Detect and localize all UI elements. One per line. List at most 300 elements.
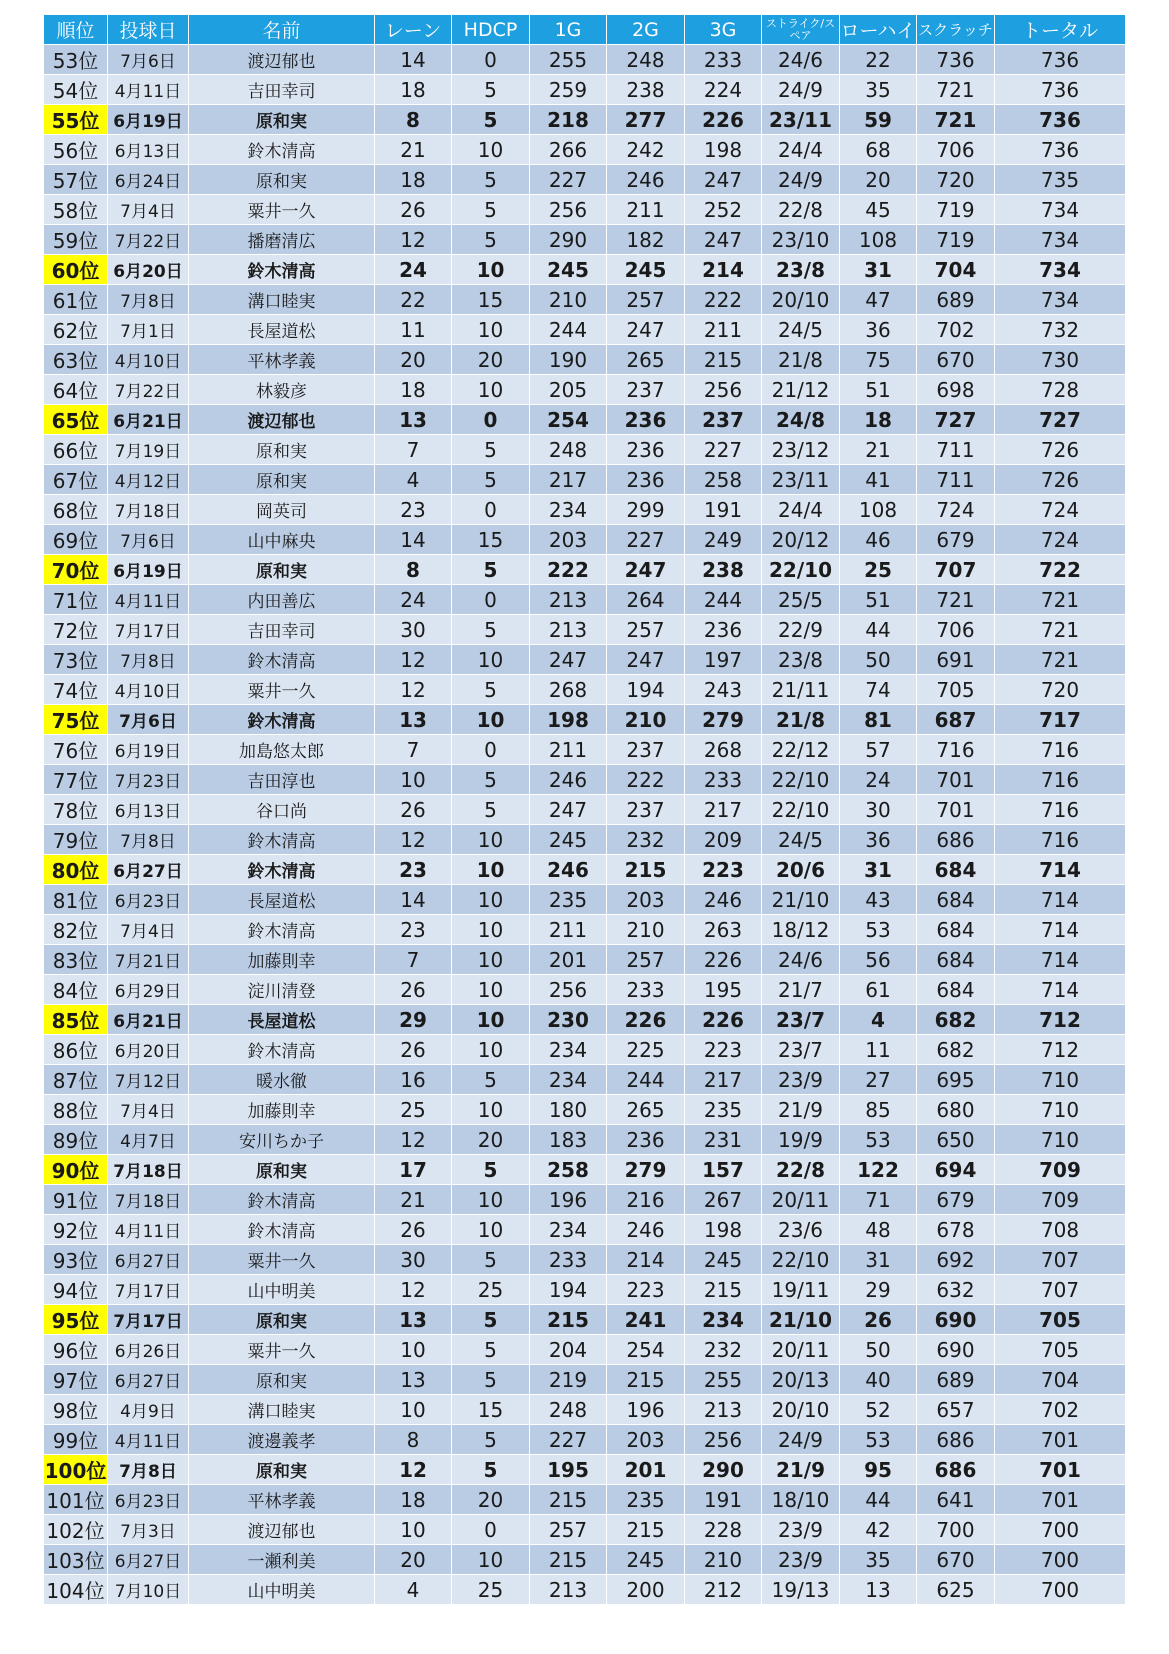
low-high-cell: 51 (840, 585, 917, 615)
game2-cell: 245 (607, 1545, 685, 1575)
game3-cell: 217 (685, 795, 762, 825)
name-cell: 原和実 (189, 1365, 375, 1395)
strike-spare-cell: 21/7 (762, 975, 840, 1005)
total-cell: 736 (995, 75, 1126, 105)
game3-cell: 247 (685, 225, 762, 255)
scratch-cell: 684 (917, 915, 995, 945)
name-cell: 加藤則幸 (189, 945, 375, 975)
strike-spare-cell: 24/5 (762, 825, 840, 855)
game1-cell: 215 (530, 1305, 607, 1335)
lane-cell: 29 (375, 1005, 452, 1035)
game2-cell: 242 (607, 135, 685, 165)
lane-cell: 4 (375, 1575, 452, 1605)
hdcp-cell: 0 (452, 1515, 530, 1545)
scratch-cell: 724 (917, 495, 995, 525)
table-row (44, 915, 1126, 945)
lane-cell: 25 (375, 1095, 452, 1125)
lane-cell: 12 (375, 1125, 452, 1155)
name-cell: 鈴木清高 (189, 1035, 375, 1065)
hdcp-cell: 5 (452, 75, 530, 105)
hdcp-cell: 10 (452, 945, 530, 975)
scratch-cell: 689 (917, 1365, 995, 1395)
lane-cell: 21 (375, 135, 452, 165)
game2-cell: 236 (607, 1125, 685, 1155)
strike-spare-cell: 23/9 (762, 1065, 840, 1095)
game1-cell: 222 (530, 555, 607, 585)
scratch-cell: 719 (917, 225, 995, 255)
game2-cell: 248 (607, 45, 685, 75)
strike-spare-cell: 23/7 (762, 1035, 840, 1065)
rank-cell: 99位 (44, 1425, 108, 1455)
hdcp-cell: 5 (452, 225, 530, 255)
name-cell: 原和実 (189, 105, 375, 135)
lane-cell: 26 (375, 975, 452, 1005)
rank-cell: 86位 (44, 1035, 108, 1065)
header-strike-spare: ストライク/スペア (762, 15, 840, 45)
game1-cell: 248 (530, 435, 607, 465)
total-cell: 734 (995, 285, 1126, 315)
low-high-cell: 53 (840, 1125, 917, 1155)
strike-spare-cell: 23/11 (762, 105, 840, 135)
game1-cell: 246 (530, 855, 607, 885)
date-cell: 7月8日 (108, 1455, 189, 1485)
game1-cell: 213 (530, 585, 607, 615)
hdcp-cell: 10 (452, 315, 530, 345)
game1-cell: 211 (530, 735, 607, 765)
lane-cell: 10 (375, 765, 452, 795)
game1-cell: 245 (530, 255, 607, 285)
low-high-cell: 68 (840, 135, 917, 165)
hdcp-cell: 5 (452, 1365, 530, 1395)
game1-cell: 266 (530, 135, 607, 165)
table-row (44, 465, 1126, 495)
game1-cell: 213 (530, 1575, 607, 1605)
low-high-cell: 26 (840, 1305, 917, 1335)
scratch-cell: 727 (917, 405, 995, 435)
name-cell: 鈴木清高 (189, 1185, 375, 1215)
name-cell: 鈴木清高 (189, 1215, 375, 1245)
scratch-cell: 684 (917, 975, 995, 1005)
game3-cell: 209 (685, 825, 762, 855)
name-cell: 粟井一久 (189, 1335, 375, 1365)
hdcp-cell: 5 (452, 1425, 530, 1455)
date-cell: 7月22日 (108, 375, 189, 405)
hdcp-cell: 10 (452, 255, 530, 285)
rank-cell: 98位 (44, 1395, 108, 1425)
game3-cell: 223 (685, 855, 762, 885)
table-row (44, 525, 1126, 555)
total-cell: 736 (995, 105, 1126, 135)
hdcp-cell: 10 (452, 1035, 530, 1065)
low-high-cell: 13 (840, 1575, 917, 1605)
game2-cell: 277 (607, 105, 685, 135)
header-game2: 2G (607, 15, 685, 45)
scratch-cell: 721 (917, 585, 995, 615)
strike-spare-cell: 22/10 (762, 795, 840, 825)
game3-cell: 228 (685, 1515, 762, 1545)
scratch-cell: 711 (917, 465, 995, 495)
rank-cell: 77位 (44, 765, 108, 795)
scratch-cell: 625 (917, 1575, 995, 1605)
total-cell: 735 (995, 165, 1126, 195)
date-cell: 7月3日 (108, 1515, 189, 1545)
rank-cell: 81位 (44, 885, 108, 915)
scratch-cell: 678 (917, 1215, 995, 1245)
scratch-cell: 694 (917, 1155, 995, 1185)
rank-cell: 104位 (44, 1575, 108, 1605)
low-high-cell: 36 (840, 315, 917, 345)
game2-cell: 247 (607, 315, 685, 345)
date-cell: 6月20日 (108, 1035, 189, 1065)
table-row (44, 1545, 1126, 1575)
strike-spare-cell: 22/8 (762, 1155, 840, 1185)
lane-cell: 7 (375, 945, 452, 975)
scratch-cell: 702 (917, 315, 995, 345)
name-cell: 平林孝義 (189, 1485, 375, 1515)
lane-cell: 21 (375, 1185, 452, 1215)
name-cell: 溝口睦実 (189, 285, 375, 315)
game3-cell: 258 (685, 465, 762, 495)
game2-cell: 201 (607, 1455, 685, 1485)
hdcp-cell: 5 (452, 465, 530, 495)
lane-cell: 12 (375, 1455, 452, 1485)
rank-cell: 75位 (44, 705, 108, 735)
scratch-cell: 692 (917, 1245, 995, 1275)
game3-cell: 245 (685, 1245, 762, 1275)
scratch-cell: 701 (917, 765, 995, 795)
game2-cell: 246 (607, 165, 685, 195)
date-cell: 6月13日 (108, 135, 189, 165)
scratch-cell: 689 (917, 285, 995, 315)
game3-cell: 246 (685, 885, 762, 915)
strike-spare-cell: 18/12 (762, 915, 840, 945)
total-cell: 702 (995, 1395, 1126, 1425)
game2-cell: 196 (607, 1395, 685, 1425)
date-cell: 6月27日 (108, 855, 189, 885)
low-high-cell: 44 (840, 615, 917, 645)
name-cell: 暖水徹 (189, 1065, 375, 1095)
game3-cell: 256 (685, 375, 762, 405)
game1-cell: 218 (530, 105, 607, 135)
header-game3: 3G (685, 15, 762, 45)
game2-cell: 203 (607, 1425, 685, 1455)
low-high-cell: 59 (840, 105, 917, 135)
table-row (44, 1395, 1126, 1425)
strike-spare-cell: 21/8 (762, 705, 840, 735)
game2-cell: 210 (607, 915, 685, 945)
total-cell: 701 (995, 1425, 1126, 1455)
lane-cell: 8 (375, 1425, 452, 1455)
game2-cell: 215 (607, 1365, 685, 1395)
game2-cell: 216 (607, 1185, 685, 1215)
hdcp-cell: 15 (452, 285, 530, 315)
rank-cell: 63位 (44, 345, 108, 375)
lane-cell: 30 (375, 1245, 452, 1275)
scratch-cell: 706 (917, 135, 995, 165)
rank-cell: 76位 (44, 735, 108, 765)
hdcp-cell: 10 (452, 1545, 530, 1575)
name-cell: 内田善広 (189, 585, 375, 615)
table-row (44, 855, 1126, 885)
game3-cell: 267 (685, 1185, 762, 1215)
hdcp-cell: 25 (452, 1575, 530, 1605)
date-cell: 7月8日 (108, 825, 189, 855)
low-high-cell: 25 (840, 555, 917, 585)
game1-cell: 183 (530, 1125, 607, 1155)
header-scratch: スクラッチ (917, 15, 995, 45)
hdcp-cell: 5 (452, 555, 530, 585)
total-cell: 716 (995, 825, 1126, 855)
table-row (44, 705, 1126, 735)
header-date: 投球日 (108, 15, 189, 45)
rank-cell: 58位 (44, 195, 108, 225)
lane-cell: 20 (375, 345, 452, 375)
rank-cell: 101位 (44, 1485, 108, 1515)
name-cell: 鈴木清高 (189, 915, 375, 945)
hdcp-cell: 15 (452, 1395, 530, 1425)
rank-cell: 84位 (44, 975, 108, 1005)
date-cell: 4月12日 (108, 465, 189, 495)
low-high-cell: 20 (840, 165, 917, 195)
strike-spare-cell: 19/11 (762, 1275, 840, 1305)
table-row (44, 1215, 1126, 1245)
hdcp-cell: 5 (452, 435, 530, 465)
total-cell: 734 (995, 195, 1126, 225)
rank-cell: 64位 (44, 375, 108, 405)
hdcp-cell: 5 (452, 765, 530, 795)
name-cell: 谷口尚 (189, 795, 375, 825)
date-cell: 7月4日 (108, 915, 189, 945)
date-cell: 4月11日 (108, 585, 189, 615)
strike-spare-cell: 24/4 (762, 495, 840, 525)
total-cell: 709 (995, 1155, 1126, 1185)
game3-cell: 237 (685, 405, 762, 435)
hdcp-cell: 0 (452, 405, 530, 435)
low-high-cell: 50 (840, 1335, 917, 1365)
hdcp-cell: 15 (452, 525, 530, 555)
lane-cell: 23 (375, 855, 452, 885)
game2-cell: 254 (607, 1335, 685, 1365)
strike-spare-cell: 21/9 (762, 1095, 840, 1125)
total-cell: 707 (995, 1245, 1126, 1275)
low-high-cell: 47 (840, 285, 917, 315)
total-cell: 732 (995, 315, 1126, 345)
game2-cell: 244 (607, 1065, 685, 1095)
game1-cell: 234 (530, 1035, 607, 1065)
game2-cell: 211 (607, 195, 685, 225)
lane-cell: 13 (375, 1365, 452, 1395)
scratch-cell: 691 (917, 645, 995, 675)
strike-spare-cell: 21/10 (762, 885, 840, 915)
name-cell: 加島悠太郎 (189, 735, 375, 765)
hdcp-cell: 25 (452, 1275, 530, 1305)
table-row (44, 1425, 1126, 1455)
hdcp-cell: 5 (452, 165, 530, 195)
total-cell: 710 (995, 1125, 1126, 1155)
game3-cell: 233 (685, 765, 762, 795)
table-row (44, 735, 1126, 765)
rank-cell: 53位 (44, 45, 108, 75)
name-cell: 原和実 (189, 165, 375, 195)
game1-cell: 190 (530, 345, 607, 375)
table-row (44, 75, 1126, 105)
game2-cell: 247 (607, 645, 685, 675)
scratch-cell: 720 (917, 165, 995, 195)
date-cell: 7月6日 (108, 705, 189, 735)
game1-cell: 217 (530, 465, 607, 495)
game2-cell: 299 (607, 495, 685, 525)
rank-cell: 79位 (44, 825, 108, 855)
scratch-cell: 704 (917, 255, 995, 285)
date-cell: 4月11日 (108, 1215, 189, 1245)
low-high-cell: 35 (840, 75, 917, 105)
game3-cell: 226 (685, 945, 762, 975)
scratch-cell: 686 (917, 1425, 995, 1455)
low-high-cell: 52 (840, 1395, 917, 1425)
total-cell: 721 (995, 585, 1126, 615)
scratch-cell: 716 (917, 735, 995, 765)
total-cell: 714 (995, 855, 1126, 885)
table-row (44, 225, 1126, 255)
total-cell: 714 (995, 915, 1126, 945)
scratch-cell: 711 (917, 435, 995, 465)
game3-cell: 224 (685, 75, 762, 105)
game1-cell: 194 (530, 1275, 607, 1305)
game2-cell: 226 (607, 1005, 685, 1035)
name-cell: 吉田淳也 (189, 765, 375, 795)
scratch-cell: 719 (917, 195, 995, 225)
name-cell: 原和実 (189, 435, 375, 465)
scratch-cell: 670 (917, 1545, 995, 1575)
scratch-cell: 721 (917, 105, 995, 135)
strike-spare-cell: 21/9 (762, 1455, 840, 1485)
hdcp-cell: 5 (452, 795, 530, 825)
lane-cell: 18 (375, 165, 452, 195)
date-cell: 6月27日 (108, 1245, 189, 1275)
game3-cell: 235 (685, 1095, 762, 1125)
game3-cell: 244 (685, 585, 762, 615)
game3-cell: 268 (685, 735, 762, 765)
total-cell: 701 (995, 1455, 1126, 1485)
game2-cell: 227 (607, 525, 685, 555)
game3-cell: 243 (685, 675, 762, 705)
date-cell: 4月7日 (108, 1125, 189, 1155)
game1-cell: 247 (530, 795, 607, 825)
rank-cell: 55位 (44, 105, 108, 135)
total-cell: 709 (995, 1185, 1126, 1215)
strike-spare-cell: 20/12 (762, 525, 840, 555)
total-cell: 705 (995, 1335, 1126, 1365)
rank-cell: 61位 (44, 285, 108, 315)
rank-cell: 69位 (44, 525, 108, 555)
lane-cell: 26 (375, 1215, 452, 1245)
low-high-cell: 50 (840, 645, 917, 675)
ranking-sheet (43, 14, 1125, 1605)
rank-cell: 88位 (44, 1095, 108, 1125)
low-high-cell: 35 (840, 1545, 917, 1575)
total-cell: 726 (995, 465, 1126, 495)
date-cell: 7月4日 (108, 1095, 189, 1125)
hdcp-cell: 0 (452, 45, 530, 75)
total-cell: 736 (995, 135, 1126, 165)
game1-cell: 201 (530, 945, 607, 975)
date-cell: 4月11日 (108, 1425, 189, 1455)
hdcp-cell: 10 (452, 705, 530, 735)
name-cell: 原和実 (189, 1455, 375, 1485)
game1-cell: 211 (530, 915, 607, 945)
header-lane: レーン (375, 15, 452, 45)
total-cell: 708 (995, 1215, 1126, 1245)
game1-cell: 215 (530, 1545, 607, 1575)
total-cell: 717 (995, 705, 1126, 735)
name-cell: 粟井一久 (189, 195, 375, 225)
rank-cell: 93位 (44, 1245, 108, 1275)
game2-cell: 265 (607, 1095, 685, 1125)
date-cell: 7月18日 (108, 495, 189, 525)
rank-cell: 92位 (44, 1215, 108, 1245)
strike-spare-cell: 24/5 (762, 315, 840, 345)
strike-spare-cell: 22/9 (762, 615, 840, 645)
strike-spare-cell: 23/9 (762, 1515, 840, 1545)
game3-cell: 256 (685, 1425, 762, 1455)
scratch-cell: 721 (917, 75, 995, 105)
hdcp-cell: 10 (452, 1215, 530, 1245)
scratch-cell: 687 (917, 705, 995, 735)
game1-cell: 247 (530, 645, 607, 675)
rank-cell: 85位 (44, 1005, 108, 1035)
name-cell: 山中麻央 (189, 525, 375, 555)
name-cell: 鈴木清高 (189, 855, 375, 885)
game1-cell: 255 (530, 45, 607, 75)
name-cell: 渡辺郁也 (189, 405, 375, 435)
total-cell: 705 (995, 1305, 1126, 1335)
lane-cell: 12 (375, 675, 452, 705)
strike-spare-cell: 20/10 (762, 1395, 840, 1425)
hdcp-cell: 0 (452, 735, 530, 765)
game2-cell: 241 (607, 1305, 685, 1335)
date-cell: 6月23日 (108, 1485, 189, 1515)
low-high-cell: 31 (840, 1245, 917, 1275)
game3-cell: 249 (685, 525, 762, 555)
low-high-cell: 46 (840, 525, 917, 555)
game3-cell: 263 (685, 915, 762, 945)
total-cell: 716 (995, 795, 1126, 825)
game2-cell: 238 (607, 75, 685, 105)
game3-cell: 213 (685, 1395, 762, 1425)
low-high-cell: 95 (840, 1455, 917, 1485)
low-high-cell: 21 (840, 435, 917, 465)
name-cell: 粟井一久 (189, 1245, 375, 1275)
game1-cell: 230 (530, 1005, 607, 1035)
game3-cell: 198 (685, 1215, 762, 1245)
strike-spare-cell: 23/8 (762, 255, 840, 285)
date-cell: 6月19日 (108, 105, 189, 135)
low-high-cell: 71 (840, 1185, 917, 1215)
game3-cell: 223 (685, 1035, 762, 1065)
strike-spare-cell: 21/12 (762, 375, 840, 405)
lane-cell: 14 (375, 525, 452, 555)
game1-cell: 256 (530, 195, 607, 225)
strike-spare-cell: 24/9 (762, 75, 840, 105)
name-cell: 岡英司 (189, 495, 375, 525)
header-name: 名前 (189, 15, 375, 45)
strike-spare-cell: 20/11 (762, 1185, 840, 1215)
lane-cell: 24 (375, 585, 452, 615)
scratch-cell: 680 (917, 1095, 995, 1125)
game2-cell: 236 (607, 435, 685, 465)
game1-cell: 233 (530, 1245, 607, 1275)
game1-cell: 259 (530, 75, 607, 105)
